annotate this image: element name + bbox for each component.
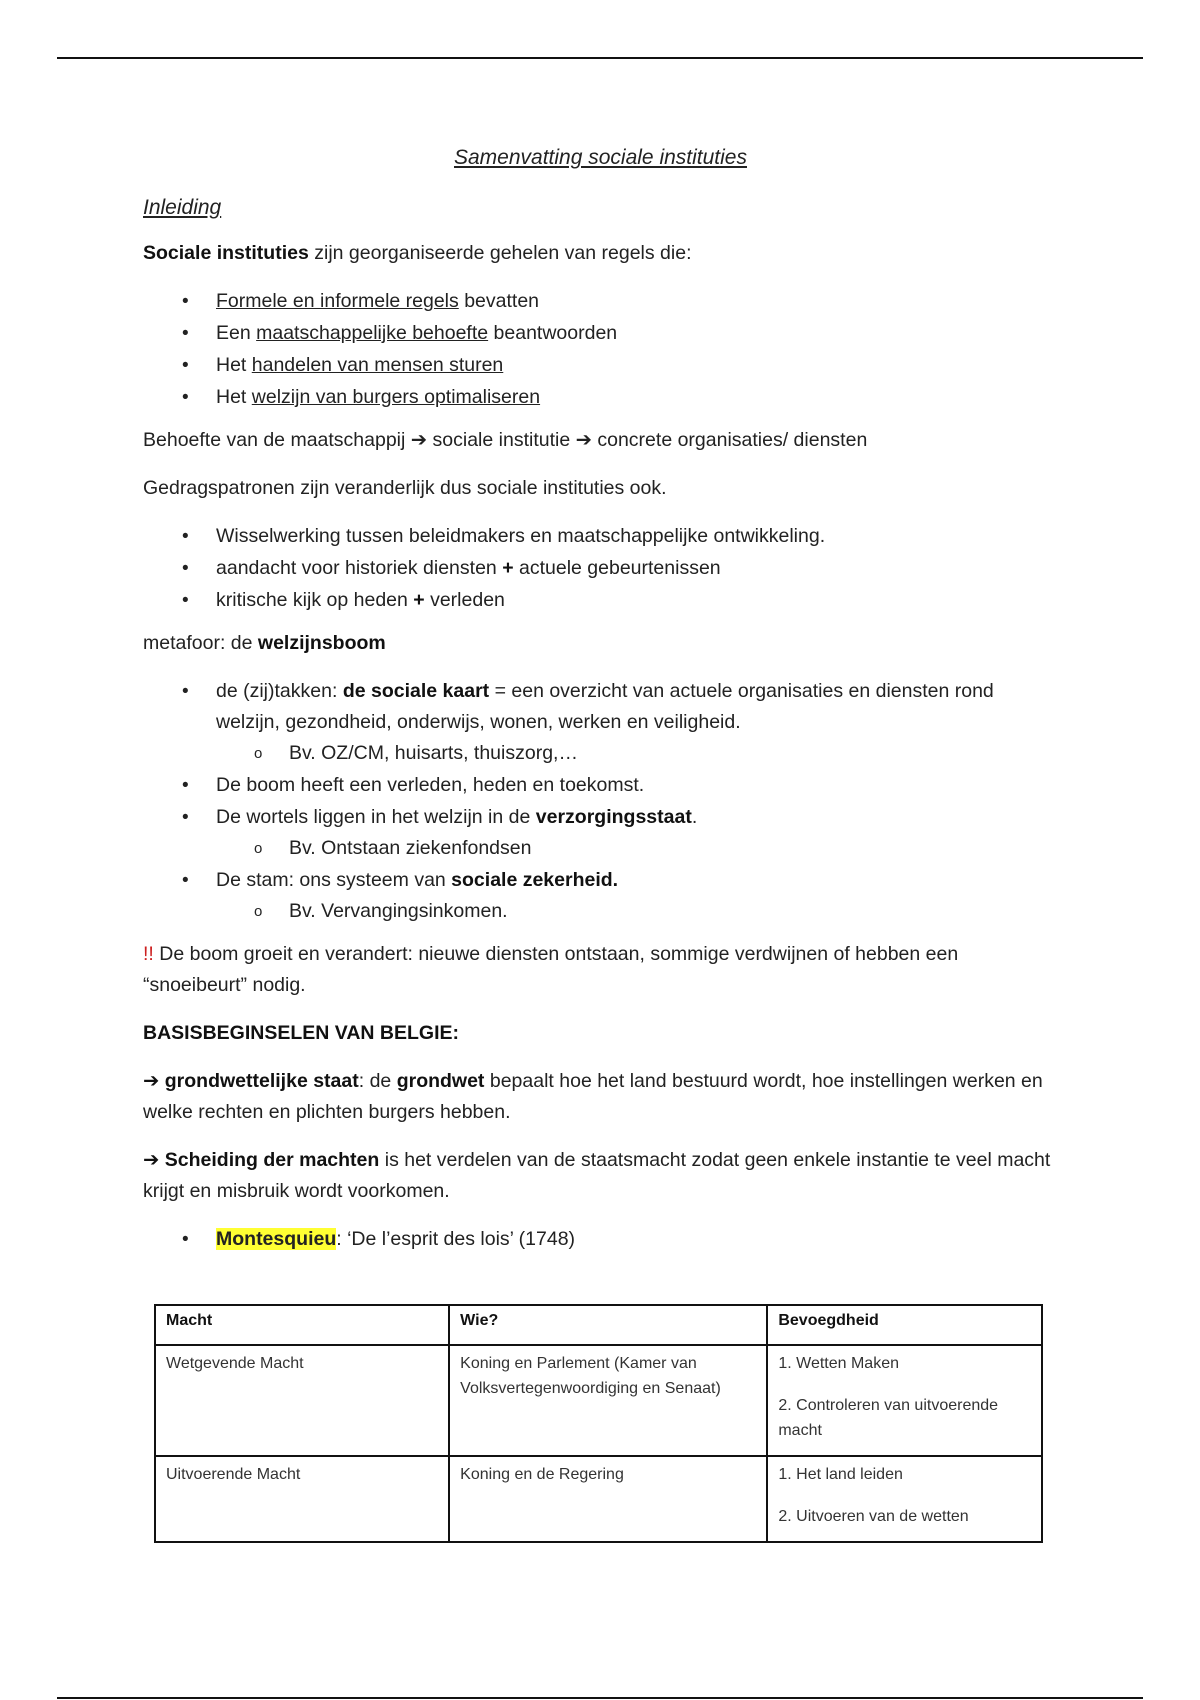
- metaphor-paragraph: metafoor: de welzijnsboom: [143, 632, 386, 654]
- list-item: • Een maatschappelijke behoefte beantwoorden: [216, 318, 1058, 349]
- list-item: • de (zij)takken: de sociale kaart = een overzicht van actuele organisaties en diensten rond welzijn, gezondheid, onderwijs, wonen, werken en veiligheid. o Bv. OZ/CM, huisarts, thuiszorg,…: [216, 676, 1058, 769]
- list-item: • De stam: ons systeem van sociale zekerheid. o Bv. Vervangingsinkomen.: [216, 865, 1058, 927]
- sub-list-item: o Bv. Ontstaan ziekenfondsen: [289, 833, 1058, 864]
- sub-list: [216, 896, 1058, 927]
- list-item: • Het handelen van mensen sturen: [216, 350, 1058, 381]
- warning-icon: !!: [143, 943, 154, 965]
- arrow-icon: ➔: [143, 1070, 160, 1092]
- sub-list: [216, 738, 1058, 769]
- table-cell: Koning en Parlement (Kamer van Volksvertegenwoordiging en Senaat): [449, 1345, 767, 1456]
- criteria-list: [143, 286, 1058, 413]
- list-item: • Het welzijn van burgers optimaliseren: [216, 382, 1058, 413]
- top-rule: [57, 57, 1143, 59]
- table-header: Wie?: [449, 1305, 767, 1345]
- bottom-rule: [57, 1697, 1143, 1699]
- arrow-icon: ➔: [410, 429, 428, 451]
- warning-paragraph: !! De boom groeit en verandert: nieuwe diensten ontstaan, sommige verdwijnen of hebben een “snoeibeurt” nodig.: [143, 943, 959, 996]
- list-item: • Wisselwerking tussen beleidmakers en maatschappelijke ontwikkeling.: [216, 521, 1058, 552]
- change-paragraph: Gedragspatronen zijn veranderlijk dus sociale instituties ook.: [143, 477, 667, 499]
- sub-list-item: o Bv. Vervangingsinkomen.: [289, 896, 1058, 927]
- table-header-row: [155, 1305, 1042, 1345]
- table-cell: 1. Wetten Maken 2. Controleren van uitvoerende macht: [767, 1345, 1042, 1456]
- arrow-icon: ➔: [575, 429, 592, 451]
- table-header: Macht: [155, 1305, 449, 1345]
- principle-scheiding: ➔ Scheiding der machten is het verdelen van de staatsmacht zodat geen enkele instantie te veel macht krijgt en misbruik wordt voorkomen.: [143, 1149, 1051, 1202]
- page-title: Samenvatting sociale instituties: [454, 146, 747, 169]
- table-row: [155, 1456, 1042, 1542]
- list-item: • Montesquieu: ‘De l’esprit des lois’ (1748): [216, 1224, 1058, 1255]
- table-row: [155, 1345, 1042, 1456]
- definition-paragraph: Sociale instituties zijn georganiseerde gehelen van regels die:: [143, 242, 692, 264]
- principles-heading: BASISBEGINSELEN VAN BELGIE:: [143, 1022, 460, 1044]
- document-body: [143, 140, 1058, 1267]
- principle-grondwet: ➔ grondwettelijke staat: de grondwet bepaalt hoe het land bestuurd wordt, hoe instellingen werken en welke rechten en plichten burgers hebben.: [143, 1070, 1043, 1123]
- list-item: • Formele en informele regels bevatten: [216, 286, 1058, 317]
- list-item: • De wortels liggen in het welzijn in de verzorgingsstaat. o Bv. Ontstaan ziekenfondsen: [216, 802, 1058, 864]
- arrow-icon: ➔: [143, 1149, 160, 1171]
- definition-term: Sociale instituties: [143, 242, 309, 264]
- change-list: [143, 521, 1058, 616]
- chain-paragraph: Behoefte van de maatschappij ➔ sociale institutie ➔ concrete organisaties/ diensten: [143, 429, 868, 451]
- table-cell: Wetgevende Macht: [155, 1345, 449, 1456]
- list-item: • aandacht voor historiek diensten + actuele gebeurtenissen: [216, 553, 1058, 584]
- list-item: • De boom heeft een verleden, heden en toekomst.: [216, 770, 1058, 801]
- tree-list: [143, 676, 1058, 927]
- list-item: • kritische kijk op heden + verleden: [216, 585, 1058, 616]
- powers-table: [154, 1304, 1043, 1543]
- table-cell: Uitvoerende Macht: [155, 1456, 449, 1542]
- section-heading-inleiding: Inleiding: [143, 196, 222, 219]
- montesquieu-list: [143, 1224, 1058, 1255]
- highlighted-name: Montesquieu: [216, 1228, 337, 1250]
- table-header: Bevoegdheid: [767, 1305, 1042, 1345]
- table-cell: Koning en de Regering: [449, 1456, 767, 1542]
- table-cell: 1. Het land leiden 2. Uitvoeren van de wetten: [767, 1456, 1042, 1542]
- sub-list: [216, 833, 1058, 864]
- sub-list-item: o Bv. OZ/CM, huisarts, thuiszorg,…: [289, 738, 1058, 769]
